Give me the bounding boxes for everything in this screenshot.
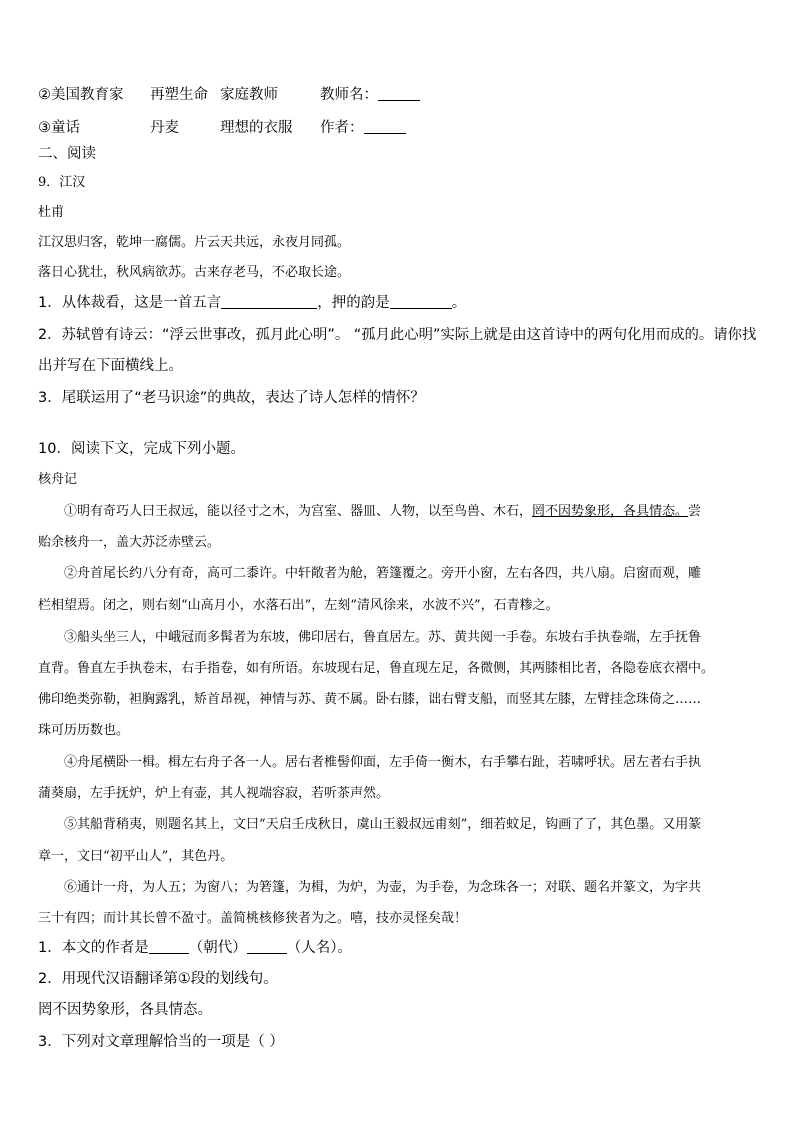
q9-sub3: 3．尾联运用了“老马识途”的典故，表达了诗人怎样的情怀？ [38, 390, 425, 406]
q10-sub2-sentence: 罔不因势象形，各具情态。 [38, 1002, 212, 1018]
q10-p3-line4: 珠可历历数也。 [38, 723, 130, 738]
q10-sub2: 2．用现代汉语翻译第①段的划线句。 [38, 971, 278, 987]
author-name-blank[interactable] [364, 119, 406, 134]
q10-p3-line3: 佛印绝类弥勒，袒胸露乳，矫首昂视，神情与苏、黄不属。卧右膝，诎右臂支船，而竖其左膝，左臂挂念珠倚之…… [38, 692, 702, 707]
q10-p5-line2: 章一，文曰“初平山人”，其色丹。 [38, 849, 234, 864]
q10-p2-line2: 栏相望焉。闭之，则右刻“山高月小，水落石出”，左刻“清风徐来，水波不兴”，石青糁之。 [38, 598, 559, 613]
q10-sub1: 1．本文的作者是 （朝代） （人名）。 [38, 940, 352, 956]
q10-p1-underlined: 罔不因势象形，各具情态。 [532, 504, 689, 519]
q9-genre-blank[interactable] [221, 294, 317, 309]
match-row3-c4: 作者： [320, 116, 406, 137]
match-row3-c3: 理想的衣服 [220, 120, 293, 136]
match-row3-c2: 丹麦 [150, 120, 179, 136]
q10-dynasty-blank[interactable] [149, 939, 189, 954]
q9-sub2-line2: 出并写在下面横线上。 [38, 358, 183, 374]
q10-sub3: 3．下列对文章理解恰当的一项是（ ） [38, 1034, 284, 1050]
q9-sub2-line1: 2．苏轼曾有诗云：“浮云世事改，孤月此心明”。 “孤月此心明”实际上就是由这首诗中的两句化用而成的。请你找 [38, 327, 757, 343]
q10-p6-line1: ⑥通计一舟，为人五；为窗八；为箬篷，为楫，为炉，为壶，为手卷，为念珠各一；对联、题名并篆文，为字共 [64, 880, 702, 895]
q10-p6-line2: 三十有四；而计其长曾不盈寸。盖简桃核修狭者为之。嘻，技亦灵怪矣哉！ [38, 911, 468, 926]
q10-p3-line2: 直背。鲁直左手执卷末，右手指卷，如有所语。东坡现右足，鲁直现左足，各微侧，其两膝相比者，各隐卷底衣褶中。 [38, 661, 715, 676]
q10-author-blank[interactable] [247, 939, 287, 954]
q9-poem-line1: 江汉思归客，乾坤一腐儒。片云天共远，永夜月同孤。 [38, 235, 351, 250]
q9-title: 9．江汉 [38, 175, 86, 190]
q10-p4-line1: ④舟尾横卧一楫。楫左右舟子各一人。居右者椎髻仰面，左手倚一衡木，右手攀右趾，若啸呼状。居左者右手执 [64, 755, 702, 770]
q10-p3-line1: ③船头坐三人，中峨冠而多髯者为东坡，佛印居右，鲁直居左。苏、黄共阅一手卷。东坡右手执卷端，左手抚鲁 [64, 630, 702, 645]
q10-p2-line1: ②舟首尾长约八分有奇，高可二黍许。中轩敞者为舱，箬篷覆之。旁开小窗，左右各四，共八扇。启窗而观，雕 [64, 566, 702, 581]
match-row2-c2: 再塑生命 [150, 87, 208, 103]
q10-title: 10．阅读下文，完成下列小题。 [38, 441, 245, 457]
q9-author: 杜甫 [38, 205, 65, 220]
q9-poem-line2: 落日心犹壮，秋风病欲苏。古来存老马，不必取长途。 [38, 265, 351, 280]
q10-p1-line2: 贻余核舟一，盖大苏泛赤壁云。 [38, 535, 221, 550]
match-row2-c1: ②美国教育家 [38, 87, 124, 103]
section-heading: 二、阅读 [38, 146, 96, 162]
q9-sub1: 1．从体裁看，这是一首五言 ，押的韵是 。 [38, 295, 467, 311]
match-row3-c1: ③童话 [38, 120, 80, 136]
q10-p4-line2: 蒲葵扇，左手抚炉，炉上有壶，其人视端容寂，若听茶声然。 [38, 786, 390, 801]
q10-p5-line1: ⑤其船背稍夷，则题名其上，文曰“天启壬戌秋日，虞山王毅叔远甫刻”，细若蚊足，钩画了了，其色墨。又用篆 [64, 817, 702, 832]
q9-rhyme-blank[interactable] [390, 294, 452, 309]
match-row2-c4: 教师名： [320, 83, 420, 104]
teacher-name-blank[interactable] [378, 86, 420, 101]
match-row2-c3: 家庭教师 [220, 87, 278, 103]
q10-essay-title: 核舟记 [38, 472, 78, 487]
q10-p1-line1: ①明有奇巧人曰王叔远，能以径寸之木，为宫室、器皿、人物，以至鸟兽、木石，罔不因势象形，各具情态。尝 [64, 504, 702, 519]
